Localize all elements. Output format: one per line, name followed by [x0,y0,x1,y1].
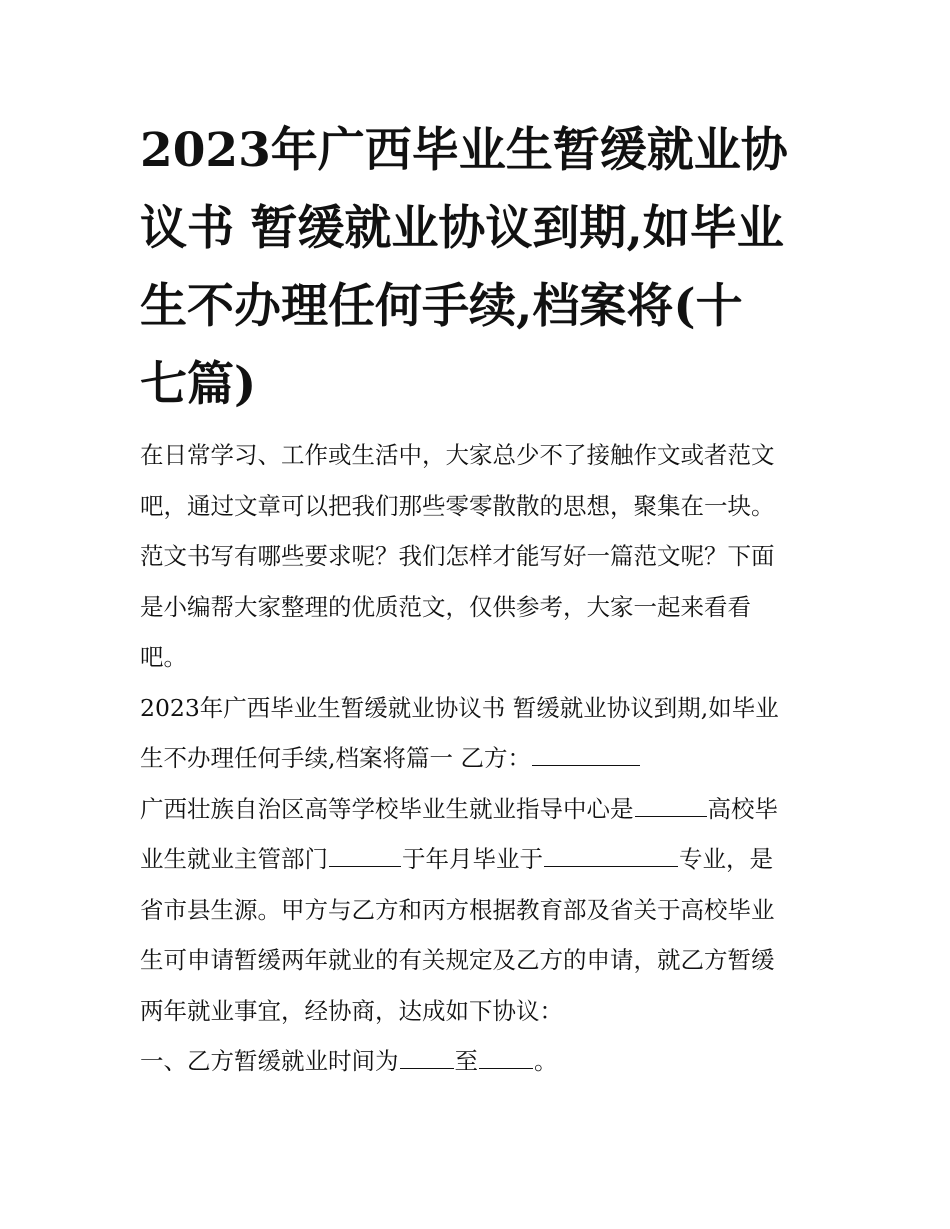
agreement-line-2-mid: 于年月毕业于 [402,845,543,873]
start-date-blank [400,1046,454,1069]
section-heading [140,683,830,784]
school-blank [544,844,678,867]
department-blank [329,844,401,867]
intro-line-5: 吧。 [140,643,187,671]
agreement-line-2 [140,834,830,885]
title-line-4: 七篇) [140,357,257,412]
document-title [140,112,830,424]
section-heading-text: 生不办理任何手续,档案将篇一 乙方： [140,744,531,772]
agreement-line-2-start: 业生就业主管部门 [140,845,328,873]
end-date-blank [479,1046,533,1069]
agreement-line-1 [140,784,830,835]
title-line-2: 议书 暂缓就业协议到期,如毕业 [140,201,784,256]
intro-line-1: 在日常学习、工作或生活中，大家总少不了接触作文或者范文 [140,441,775,469]
agreement-line-3: 省市县生源。甲方与乙方和丙方根据教育部及省关于高校毕业 [140,895,775,924]
agreement-line-4: 生可申请暂缓两年就业的有关规定及乙方的申请，就乙方暂缓 [140,946,775,974]
clause-1 [140,1036,830,1087]
section-heading-line-2 [140,733,830,784]
section-heading-line-1: 2023年广西毕业生暂缓就业协议书 暂缓就业协议到期,如毕业 [140,693,779,722]
title-line-3: 生不办理任何手续,档案将(十 [140,279,743,334]
agreement-line-1-end: 高校毕 [707,794,778,823]
party-b-blank [532,743,640,766]
clause-1-mid: 至 [454,1047,478,1075]
agreement-line-5: 两年就业事宜，经协商，达成如下协议： [140,996,563,1025]
clause-1-end: 。 [534,1047,558,1075]
intro-line-3: 范文书写有哪些要求呢？我们怎样才能写好一篇范文呢？下面 [140,542,775,570]
agreement-paragraph [140,784,830,1037]
title-line-1: 2023年广西毕业生暂缓就业协 [140,123,788,178]
clause-1-start: 一、乙方暂缓就业时间为 [140,1047,399,1075]
intro-paragraph [140,430,830,683]
document-body [140,430,830,1087]
institution-blank [635,793,707,816]
agreement-line-2-end: 专业，是 [679,845,773,873]
agreement-line-1-start: 广西壮族自治区高等学校毕业生就业指导中心是 [140,794,634,823]
clause-1-line [140,1036,830,1087]
intro-line-4: 是小编帮大家整理的优质范文，仅供参考，大家一起来看看 [140,592,751,621]
intro-line-2: 吧，通过文章可以把我们那些零零散散的思想，聚集在一块。 [140,491,775,520]
